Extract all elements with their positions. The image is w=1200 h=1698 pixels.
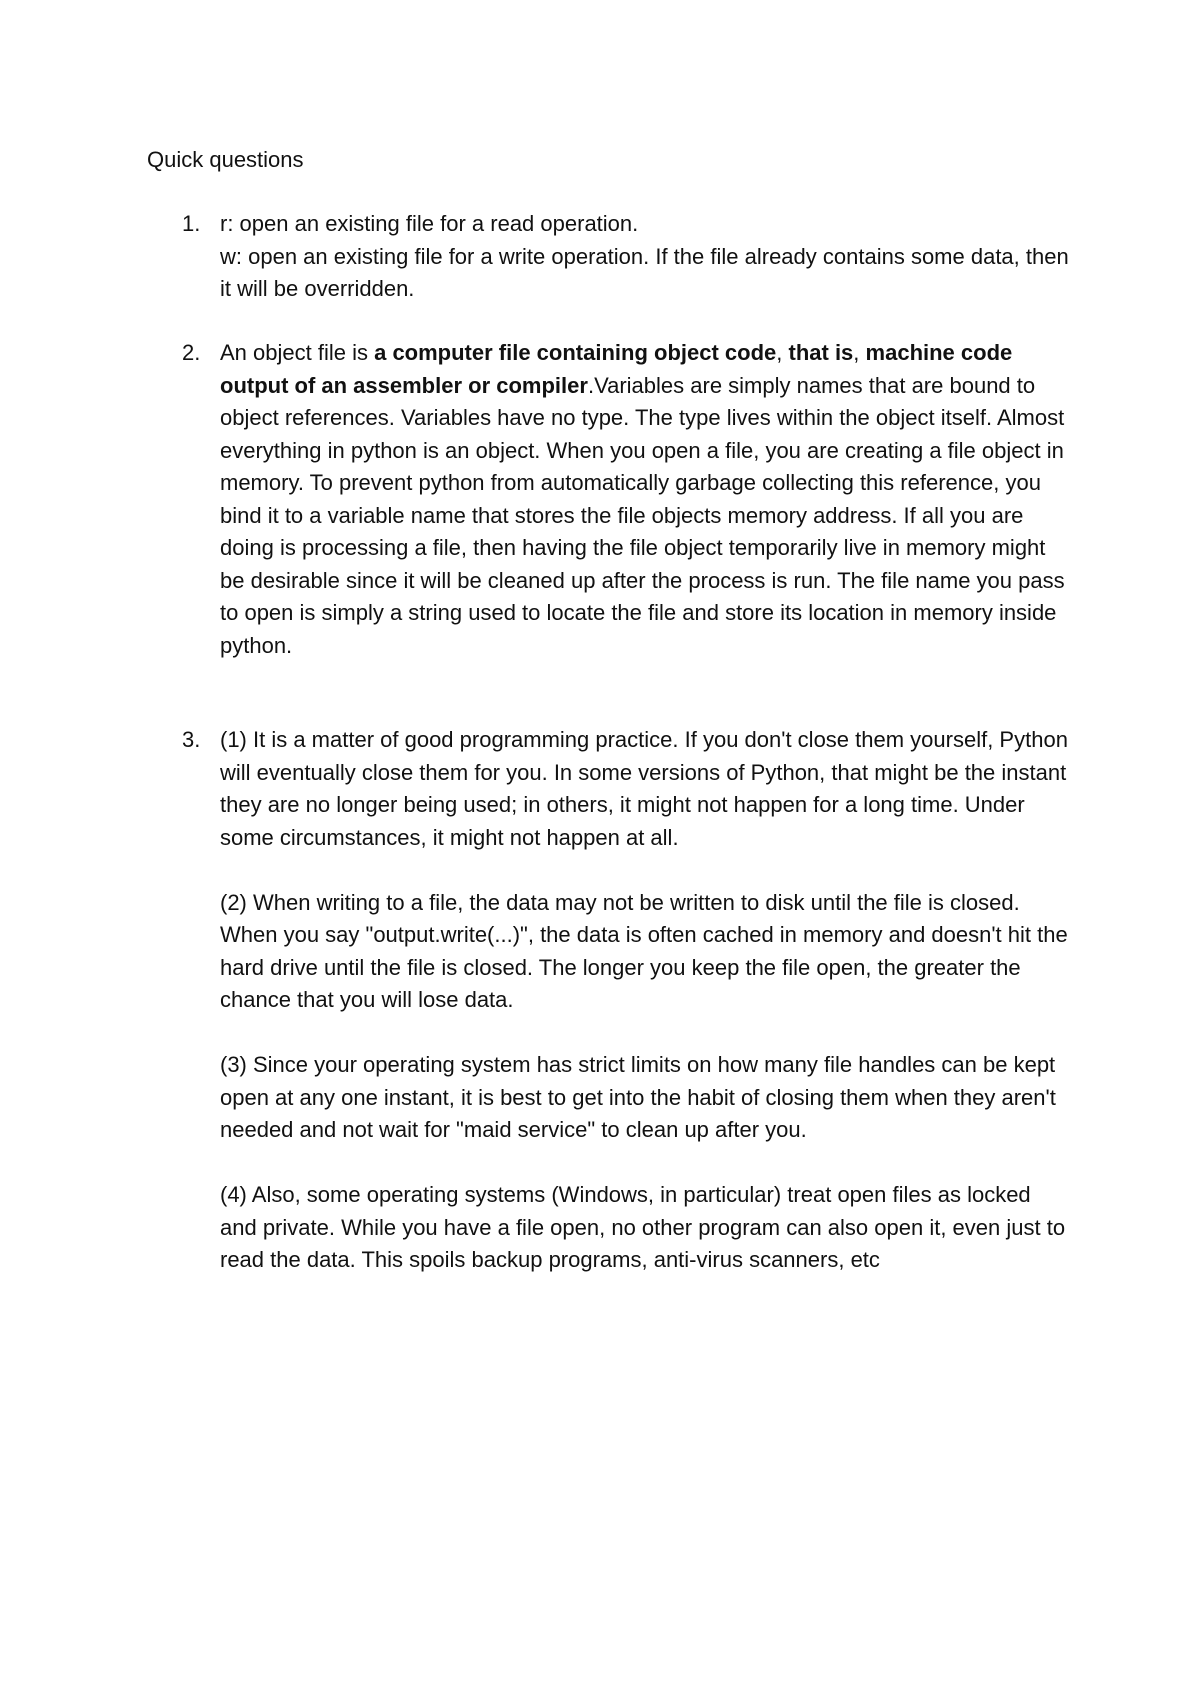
- page-title: Quick questions: [147, 147, 304, 172]
- lead-bold-text: machine code output of an assembler or compiler: [220, 340, 1013, 398]
- lead-text: ,: [776, 340, 789, 365]
- list-item-body: [220, 208, 1070, 306]
- answer-line: r: open an existing file for a read operation.: [220, 211, 639, 236]
- list-item-number: 2.: [182, 340, 201, 365]
- answer-paragraph: (4) Also, some operating systems (Windows, in particular) treat open files as locked and private. While you have a file open, no other program can also open it, even just to read the data. This spoils backup programs, anti-virus scanners, etc: [220, 1182, 1066, 1272]
- list-item-body: [220, 337, 1070, 662]
- answer-paragraph: (3) Since your operating system has strict limits on how many file handles can be kept open at any one instant, it is best to get into the habit of closing them when they aren't needed and not wait for "maid service" to clean up after you.: [220, 1052, 1056, 1142]
- list-item-body: [220, 724, 1070, 1277]
- lead-text: An object file is: [220, 340, 375, 365]
- answer-line: w: open an existing file for a write operation. If the file already contains some data, then it will be overridden.: [220, 243, 1069, 301]
- lead-bold-text: that is: [788, 340, 854, 365]
- lead-text: ,: [853, 340, 866, 365]
- list-item-number: 3.: [182, 727, 201, 752]
- answer-paragraph: [220, 337, 1070, 662]
- lead-bold-text: computer file containing object code: [392, 340, 777, 365]
- lead-bold-text: a: [374, 340, 393, 365]
- list-item-number: 1.: [182, 211, 201, 236]
- answer-paragraph: (2) When writing to a file, the data may not be written to disk until the file is closed. When you say "output.write(...)", the data is often cached in memory and doesn't hit the hard drive until the file is closed. The longer you keep the file open, the greater the chance that you will lose data.: [220, 889, 1068, 1012]
- answer-text: .Variables are simply names that are bound to object references. Variables have no type. The type lives within the object itself. Almost everything in python is an object. When you open a file, you are creating a file object in memory. To prevent python from automatically garbage collecting this reference, you bind it to a variable name that stores the file objects memory address. If all you are doing is processing a file, then having the file object temporarily live in memory might be desirable since it will be cleaned up after the process is run. The file name you pass to open is simply a string used to locate the file and store its location in memory inside python.: [220, 372, 1065, 658]
- answer-paragraph: (1) It is a matter of good programming practice. If you don't close them yourself, Python will eventually close them for you. In some versions of Python, that might be the instant they are no longer being used; in others, it might not happen for a long time. Under some circumstances, it might not happen at all.: [220, 727, 1068, 850]
